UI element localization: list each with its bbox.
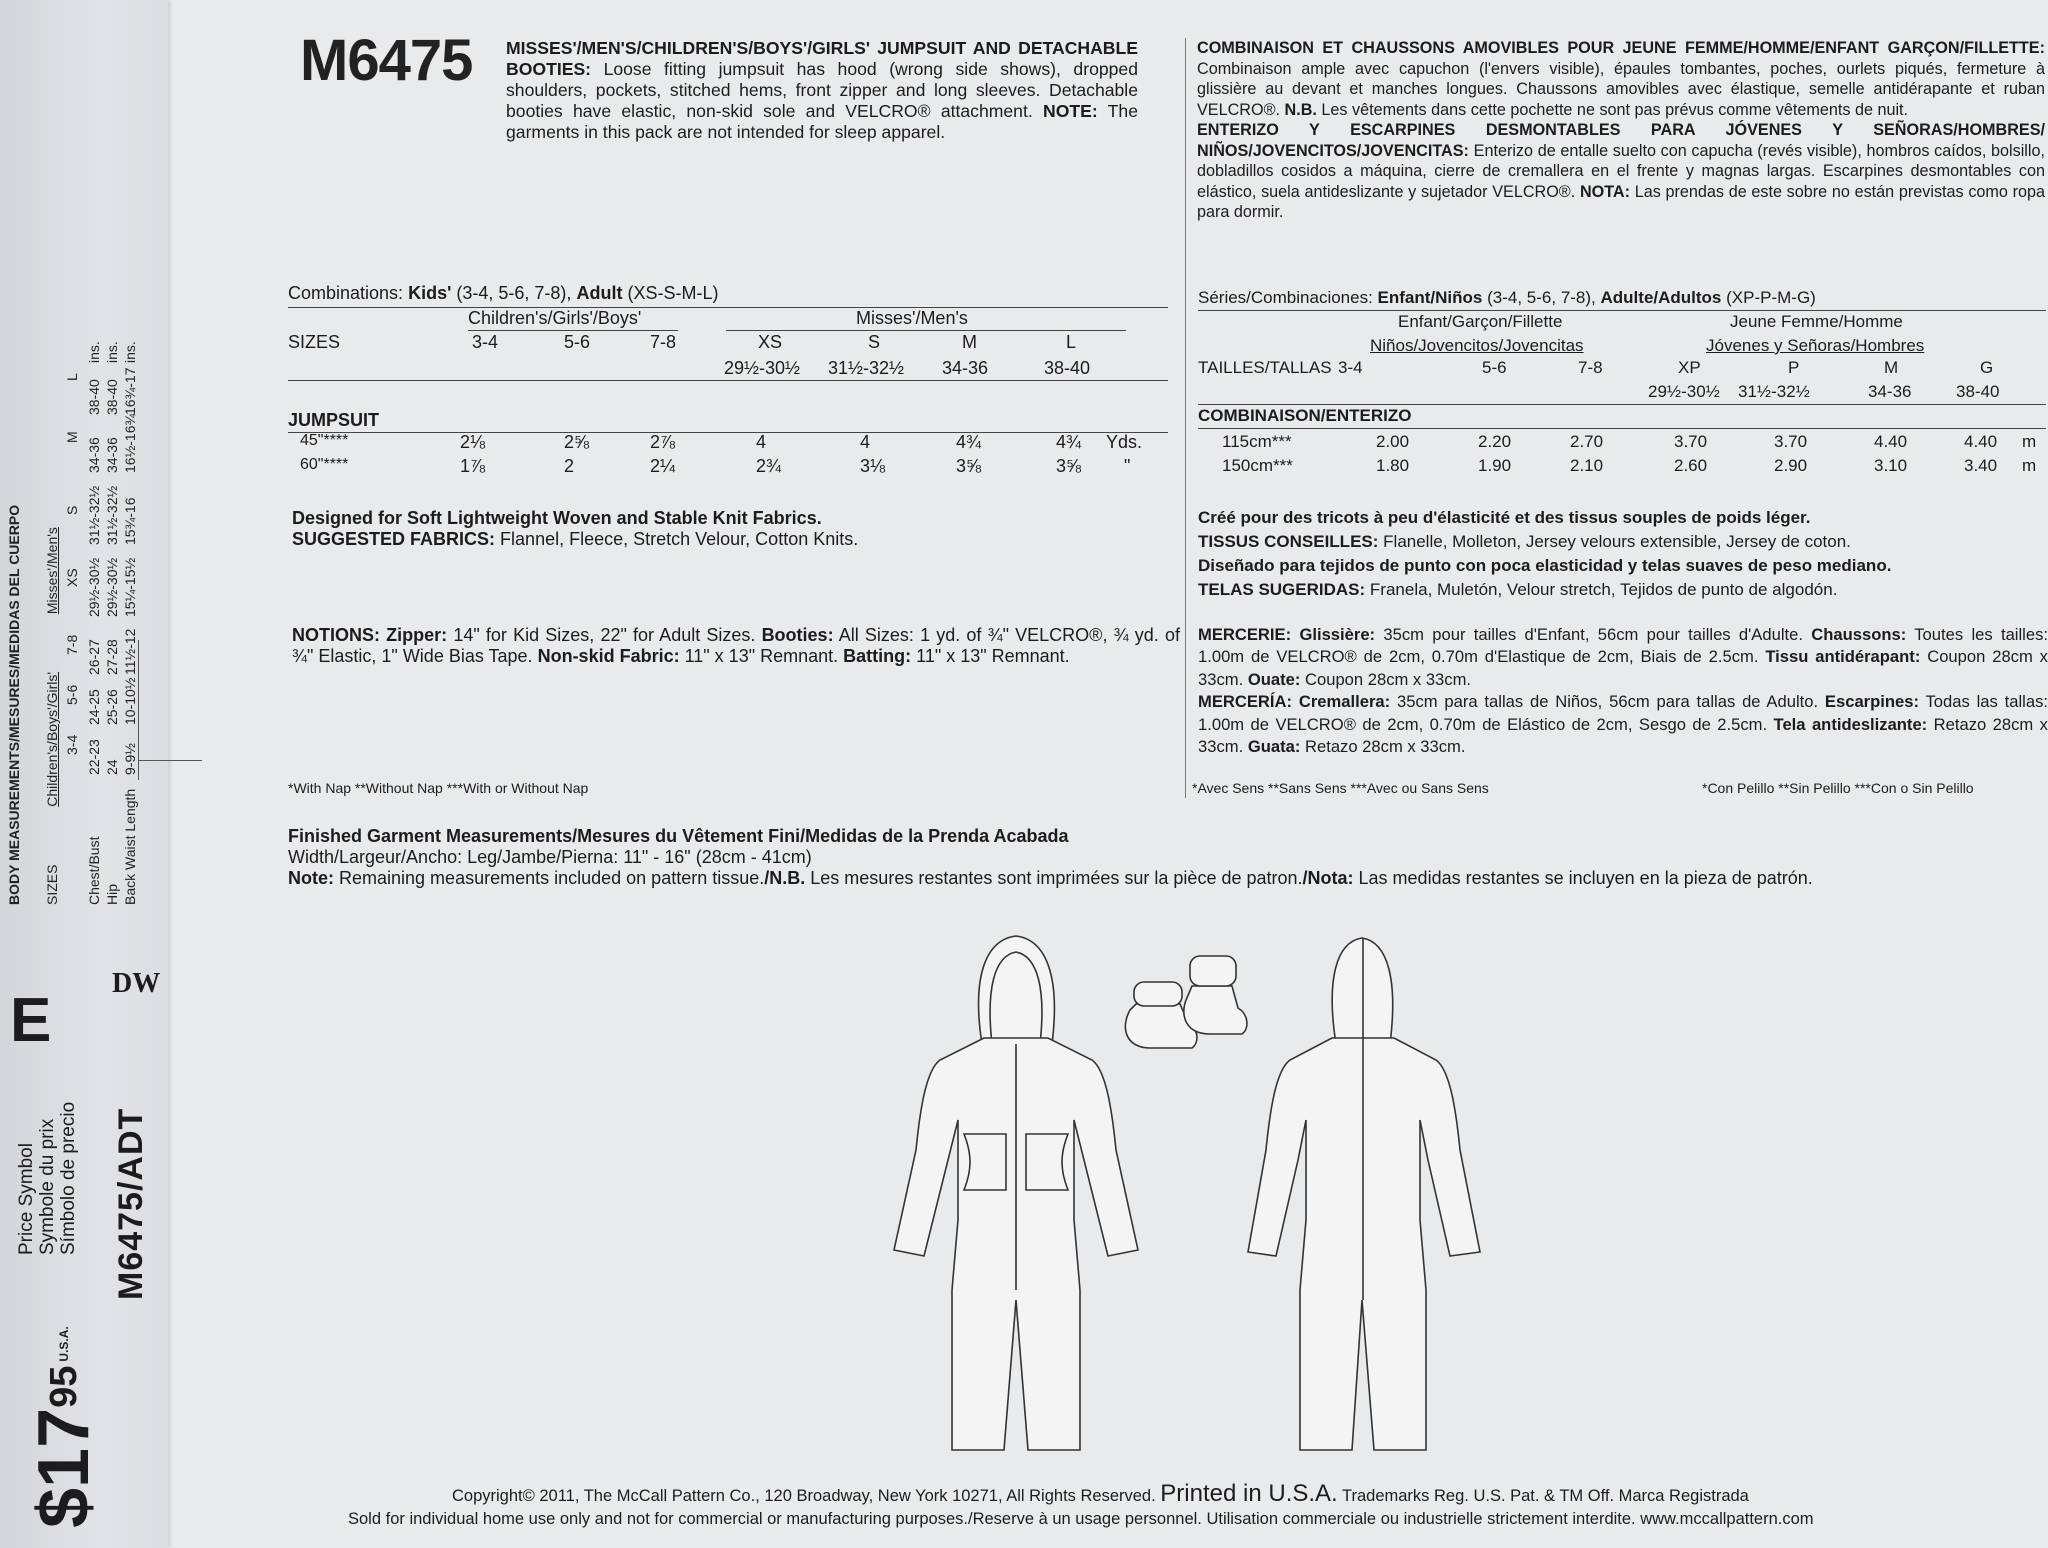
sens-note-fr: *Avec Sens **Sans Sens ***Avec ou Sans Sens: [1192, 780, 1489, 796]
disenado-es: Diseñado para tejidos de punto con poca elasticidad y telas suaves de peso mediano.: [1198, 556, 1892, 575]
booties-label: Booties:: [761, 625, 834, 645]
body-row-hip: [104, 341, 120, 905]
measure-value: 9-9½: [122, 743, 138, 775]
nota-label: NOTA:: [1579, 182, 1630, 201]
english-fabrics: [292, 508, 1172, 550]
booties-drawing: [1125, 956, 1247, 1048]
finished-note-label: Note:: [288, 868, 334, 888]
row-150-value: 2.60: [1674, 456, 1708, 475]
combinations-adult-sizes: (XS-S-M-L): [627, 283, 719, 303]
escarpines-text: Todas las tallas: 1.00m de VELCRO® de 2cm, 0.70m de Elástico de 2cm, Sesgo de 2.5cm.: [1198, 692, 2048, 734]
column-divider: [1185, 38, 1186, 798]
table-rule: [1198, 310, 2046, 311]
measure-value: 38-40: [86, 379, 102, 415]
row-150-value: 1.90: [1478, 456, 1512, 475]
technical-drawings: [880, 920, 1540, 1460]
cremallera-label: Cremallera:: [1298, 692, 1391, 712]
measure-unit: ins.: [122, 341, 138, 363]
series-kids-sizes: (3-4, 5-6, 7-8),: [1487, 288, 1596, 307]
chaussons-label: Chaussons:: [1811, 625, 1907, 644]
unit-m: m: [2022, 432, 2037, 451]
jumpsuit-label: JUMPSUIT: [288, 410, 380, 430]
measure-value: 34-36: [104, 437, 120, 473]
mercerie-label: MERCERIE:: [1198, 625, 1292, 644]
unit-m: m: [2022, 456, 2037, 475]
adult-range: 31½-32½: [828, 358, 905, 378]
row-45-value: 4¾: [956, 432, 982, 452]
batting-text: 11" x 13" Remnant.: [916, 646, 1070, 666]
measure-value: 22-23: [86, 739, 102, 775]
sizes-label: SIZES: [288, 332, 341, 352]
finished-nota: Las medidas restantes se incluyen en la pieza de patrón.: [1358, 868, 1813, 888]
flap-guide-line: [138, 640, 139, 780]
row-150-value: 3.10: [1874, 456, 1908, 475]
price-country: U.S.A.: [57, 1326, 71, 1362]
size-col: S: [868, 332, 881, 352]
measure-value: 27-28: [104, 639, 120, 675]
table-rule: [288, 380, 1168, 381]
zipper-label: Zipper:: [386, 625, 448, 645]
nb-label: N.B.: [1284, 100, 1317, 119]
adult-range: 34-36: [942, 358, 989, 378]
nonskid-label: Non-skid Fabric:: [537, 646, 680, 666]
finished-nota-label: /Nota:: [1302, 868, 1354, 888]
measure-value: 15¼-15½: [122, 557, 138, 617]
row-150-value: 3.40: [1964, 456, 1998, 475]
telas-label: TELAS SUGERIDAS:: [1198, 580, 1366, 599]
series-label: Séries/Combinaciones:: [1198, 288, 1373, 307]
body-measurements-size-values: [64, 373, 80, 905]
size-col: 7-8: [650, 332, 677, 352]
title-fr: COMBINAISON ET CHAUSSONS AMOVIBLES POUR JEUNE FEMME/HOMME/ENFANT GARÇON/FILLETTE:: [1197, 39, 2045, 57]
chaussons-text: Toutes les tailles: 1.00m de VELCRO® de 2cm, 0.70m d'Elastique de 2cm, Biais de 2.5cm.: [1198, 625, 2048, 667]
body-size-value: L: [64, 373, 80, 381]
width-label: Width/Largeur/Ancho:: [288, 847, 463, 867]
row-60-value: 3⅝: [1056, 456, 1082, 476]
group-children: Children's/Girls'/Boys': [468, 308, 642, 328]
adult-range-fr: 34-36: [1868, 382, 1912, 401]
english-description: [506, 38, 1138, 143]
envelope-side-flap: [0, 0, 168, 1548]
measure-value: 29½-30½: [104, 557, 120, 617]
adult-range: 38-40: [1044, 358, 1091, 378]
table-rule: [288, 432, 1168, 433]
nap-note: *With Nap **Without Nap ***With or Without Nap: [288, 780, 589, 796]
nb-text: Les vêtements dans cette pochette ne sont pas prévus comme vêtements de nuit.: [1321, 100, 1909, 119]
finished-measurements: [288, 826, 2048, 889]
group-adult-es: Jóvenes y Señoras/Hombres: [1706, 336, 1925, 355]
telas-text: Franela, Muletón, Velour stretch, Tejidos de punto de algodón.: [1369, 580, 1838, 599]
measure-value: 25-26: [104, 689, 120, 725]
yds-unit: Yds.: [1106, 432, 1143, 452]
suggested-label: SUGGESTED FABRICS:: [292, 529, 496, 549]
measure-value: 31½-32½: [104, 485, 120, 545]
desc-es: Enterizo de entalle suelto con capucha (revés visible), hombros caídos, bolsillo, dobladillos cosidos a máquina, cierre de cremallera en el frente y magnas largas. Escarpines desmontables con elástico, suela antideslizante y sujetador VELCRO®.: [1197, 141, 2046, 201]
group-kids-fr: Enfant/Garçon/Fillette: [1398, 312, 1563, 331]
adult-range-fr: 29½-30½: [1648, 382, 1720, 401]
price-amount: [24, 1326, 104, 1528]
adult-range-fr: 31½-32½: [1738, 382, 1810, 401]
body-size-value: 3-4: [64, 734, 80, 755]
group-kids-es: Niños/Jovencitos/Jovencitas: [1370, 336, 1584, 355]
table-rule: [1198, 404, 2046, 405]
finished-nb: Les mesures restantes sont imprimées sur la pièce de patron.: [810, 868, 1303, 888]
french-spanish-fabrics: [1198, 506, 2048, 602]
trademarks-text: Trademarks Reg. U.S. Pat. & TM Off. Marca Registrada: [1342, 1487, 1749, 1505]
tissus-text: Flanelle, Molleton, Jersey velours extensible, Jersey de coton.: [1383, 532, 1851, 551]
finished-title: Finished Garment Measurements/Mesures du Vêtement Fini/Medidas de la Prenda Acabada: [288, 826, 1069, 846]
measure-unit: ins.: [86, 341, 102, 363]
row-115-value: 2.70: [1570, 432, 1604, 451]
size-col-fr: 3-4: [1338, 358, 1363, 377]
table-rule: [1198, 428, 2046, 429]
glissiere-label: Glissière:: [1299, 625, 1376, 644]
size-col-fr: 7-8: [1578, 358, 1603, 377]
measure-value: 31½-32½: [86, 485, 102, 545]
note-text: The garments in this pack are not intended for sleep apparel.: [506, 101, 1138, 142]
group-adult-fr: Jeune Femme/Homme: [1730, 312, 1903, 331]
body-size-value: 5-6: [64, 684, 80, 705]
body-sizes-label: SIZES: [44, 864, 60, 905]
back-waist-length-label: Back Waist Length: [122, 788, 138, 905]
body-row-chest: [86, 341, 102, 905]
measure-value: 16¾-17: [122, 367, 138, 415]
row-115-value: 2.20: [1478, 432, 1512, 451]
ouate-label: Ouate:: [1247, 669, 1301, 689]
row-150-value: 2.10: [1570, 456, 1604, 475]
guata-label: Guata:: [1247, 737, 1301, 757]
flap-guide-tick: [138, 760, 202, 761]
french-yardage-table: [1198, 286, 2046, 486]
guata-text: Retazo 28cm x 33cm.: [1305, 737, 1466, 757]
notions-label: NOTIONS:: [292, 625, 380, 645]
series-adult: Adulte/Adultos: [1600, 288, 1722, 307]
size-col-fr: G: [1980, 358, 1994, 377]
suggested-text: Flannel, Fleece, Stretch Velour, Cotton Knits.: [500, 529, 859, 549]
tissu-anti-text: Coupon 28cm x 33cm.: [1198, 647, 2048, 689]
row-60-value: 3⅛: [860, 456, 886, 476]
cremallera-text: 35cm para tallas de Niños, 56cm para tallas de Adulto.: [1397, 692, 1819, 712]
combinations-kids: Kids': [408, 283, 452, 303]
price-symbol-es: Símbolo de precio: [58, 1101, 79, 1255]
series-line: [1198, 288, 1816, 308]
footer-copyright: [452, 1480, 1749, 1508]
body-size-value: S: [64, 505, 80, 515]
group-rule: [726, 330, 1126, 331]
desc-fr: Combinaison ample avec capuchon (l'envers visible), épaules tombantes, poches, ourlets piqués, fermeture à glissière au devant et manches longues. Chaussons amovibles avec élastique, semelle antidérapante et ruban VELCRO®.: [1197, 59, 2045, 119]
measure-unit: ins.: [104, 341, 120, 363]
row-60-value: 2: [564, 456, 575, 476]
sens-note-es: *Con Pelillo **Sin Pelillo ***Con o Sin Pelillo: [1702, 780, 1974, 796]
combinations-label: Combinations:: [288, 283, 404, 303]
body-measurements-sizes-row: [44, 527, 60, 905]
measure-value: 24: [104, 759, 120, 775]
row-150-value: 1.80: [1376, 456, 1410, 475]
ouate-text: Coupon 28cm x 33cm.: [1305, 669, 1472, 689]
size-col-fr: P: [1788, 358, 1800, 377]
mercerie-block: [1198, 624, 2048, 758]
nota-text: Las prendas de este sobre no están previstas como ropa para dormir.: [1197, 182, 2046, 221]
row-45-value: 2⅛: [460, 432, 486, 452]
english-notions: [292, 625, 1180, 667]
combinaison-label: COMBINAISON/ENTERIZO: [1198, 406, 1412, 425]
leg-label: Leg/Jambe/Pierna:: [467, 847, 619, 867]
row-115-label: 115cm***: [1222, 432, 1292, 451]
combinations-line: [288, 283, 718, 304]
size-col: M: [962, 332, 977, 352]
designed-for: Designed for Soft Lightweight Woven and Stable Knit Fabrics.: [292, 508, 822, 528]
body-row-back-waist: [122, 341, 138, 905]
row-60-value: 3⅝: [956, 456, 982, 476]
measure-value: 15¾-16: [122, 497, 138, 545]
row-60-label: 60"****: [300, 456, 349, 473]
pattern-number: M6475: [300, 28, 473, 93]
table-rule: [288, 307, 1168, 308]
row-60-value: 1⅞: [460, 456, 486, 476]
row-45-value: 2⅞: [650, 432, 676, 452]
price-symbol-en: Price Symbol: [16, 1143, 37, 1255]
body-group-misses: Misses'/Men's: [44, 527, 60, 615]
hip-label: Hip: [104, 883, 120, 905]
zipper-text: 14" for Kid Sizes, 22" for Adult Sizes.: [453, 625, 756, 645]
row-115-value: 4.40: [1874, 432, 1908, 451]
dw-mark: DW: [112, 968, 161, 999]
note-label: NOTE:: [1043, 101, 1098, 121]
tela-label: Tela antideslizante:: [1773, 714, 1928, 734]
row-115-value: 2.00: [1376, 432, 1410, 451]
measure-value: 10-10½: [122, 677, 138, 725]
row-115-value: 4.40: [1964, 432, 1998, 451]
size-col-fr: XP: [1678, 358, 1701, 377]
measure-value: 16½-16¾: [122, 413, 138, 473]
body-group-children: Children's/Boys'/Girls': [44, 671, 60, 807]
measure-value: 38-40: [104, 379, 120, 415]
group-misses: Misses'/Men's: [856, 308, 968, 328]
tissu-anti-label: Tissu antidérapant:: [1765, 647, 1921, 667]
measure-value: 29½-30½: [86, 557, 102, 617]
price-cents: 95: [43, 1365, 85, 1408]
price-dollars: $17: [24, 1407, 104, 1528]
row-150-value: 2.90: [1774, 456, 1808, 475]
size-col: L: [1066, 332, 1077, 352]
ditto-mark: ": [1124, 456, 1131, 476]
jumpsuit-back-drawing: [1248, 938, 1480, 1450]
series-adult-sizes: (XP-P-M-G): [1726, 288, 1816, 307]
printed-in: Printed in U.S.A.: [1160, 1480, 1338, 1507]
row-45-value: 4¾: [1056, 432, 1082, 452]
row-45-value: 2⅝: [564, 432, 590, 452]
tissus-label: TISSUS CONSEILLES:: [1198, 532, 1379, 551]
cree-fr: Créé pour des tricots à peu d'élasticité et des tissus souples de poids léger.: [1198, 508, 1811, 527]
copyright-text: Copyright© 2011, The McCall Pattern Co., 120 Broadway, New York 10271, All Rights Reserved.: [452, 1487, 1156, 1505]
merceria-label: MERCERÍA:: [1198, 692, 1293, 712]
size-col-fr: 5-6: [1482, 358, 1507, 377]
combinations-adult: Adult: [576, 283, 623, 303]
booties-text: All Sizes: 1 yd. of ¾" VELCRO®, ¾ yd. of ¾" Elastic, 1" Wide Bias Tape.: [292, 625, 1180, 666]
size-col-fr: M: [1884, 358, 1899, 377]
measure-value: 24-25: [86, 689, 102, 725]
tailles-label: TAILLES/TALLAS: [1198, 358, 1332, 377]
measure-value: 34-36: [86, 437, 102, 473]
size-col: 5-6: [564, 332, 591, 352]
chest-bust-label: Chest/Bust: [86, 836, 102, 905]
english-yardage-table: [288, 280, 1168, 510]
nonskid-text: 11" x 13" Remnant.: [684, 646, 839, 666]
english-title: MISSES'/MEN'S/CHILDREN'S/BOYS'/GIRLS' JUMPSUIT AND DETACHABLE BOOTIES:: [506, 38, 1138, 79]
row-115-value: 3.70: [1674, 432, 1708, 451]
row-45-value: 4: [860, 432, 871, 452]
price-symbol-fr: Symbole du prix: [37, 1118, 58, 1255]
french-spanish-description: [1197, 38, 2045, 223]
row-45-label: 45"****: [300, 432, 349, 449]
series-kids: Enfant/Niños: [1377, 288, 1483, 307]
escarpines-label: Escarpines:: [1824, 692, 1919, 712]
footer-sold: Sold for individual home use only and not for commercial or manufacturing purposes./Reserve à un usage personnel. Utilisation commerciale ou industrielle strictement interdite. www.mccallpattern.com: [348, 1510, 1814, 1528]
body-measurements-title: [6, 505, 22, 905]
size-col: 3-4: [472, 332, 499, 352]
price-symbol-label: [16, 1102, 79, 1255]
price-letter: E: [10, 986, 52, 1055]
finished-note: Remaining measurements included on pattern tissue.: [339, 868, 765, 888]
group-rule: [468, 330, 678, 331]
glissiere-text: 35cm pour tailles d'Enfant, 56cm pour tailles d'Adulte.: [1383, 625, 1803, 644]
row-60-value: 2¼: [650, 456, 676, 476]
title-es: ENTERIZO Y ESCARPINES DESMONTABLES PARA JÓVENES Y SEÑORAS/HOMBRES/ NIÑOS/JOVENCITOS/JOVENCITAS:: [1197, 121, 2045, 160]
row-150-label: 150cm***: [1222, 456, 1293, 475]
body-size-value: 7-8: [64, 634, 80, 655]
row-45-value: 4: [756, 432, 767, 452]
adult-range-fr: 38-40: [1956, 382, 2000, 401]
size-col: XS: [758, 332, 783, 352]
row-115-value: 3.70: [1774, 432, 1808, 451]
tela-text: Retazo 28cm x 33cm.: [1198, 714, 2048, 757]
finished-nb-label: /N.B.: [764, 868, 806, 888]
batting-label: Batting:: [843, 646, 912, 666]
adult-range: 29½-30½: [724, 358, 801, 378]
english-desc-text: Loose fitting jumpsuit has hood (wrong side shows), dropped shoulders, pockets, stitched hems, front zipper and long sleeves. Detachable booties have elastic, non-skid sole and VELCRO® attachment.: [506, 59, 1138, 121]
measure-value: 26-27: [86, 639, 102, 675]
jumpsuit-front-drawing: [894, 936, 1138, 1450]
pattern-code-vertical: M6475/ADT: [112, 1107, 150, 1300]
body-measurements-heading: BODY MEASUREMENTS/MESURES/MEDIDAS DEL CUERPO: [6, 504, 22, 905]
body-size-value: XS: [64, 568, 80, 587]
leg-value: 11" - 16" (28cm - 41cm): [623, 847, 812, 867]
row-60-value: 2¾: [756, 456, 782, 476]
measure-value: 11½-12: [122, 628, 138, 675]
combinations-kids-sizes: (3-4, 5-6, 7-8),: [456, 283, 572, 303]
body-size-value: M: [64, 431, 80, 443]
